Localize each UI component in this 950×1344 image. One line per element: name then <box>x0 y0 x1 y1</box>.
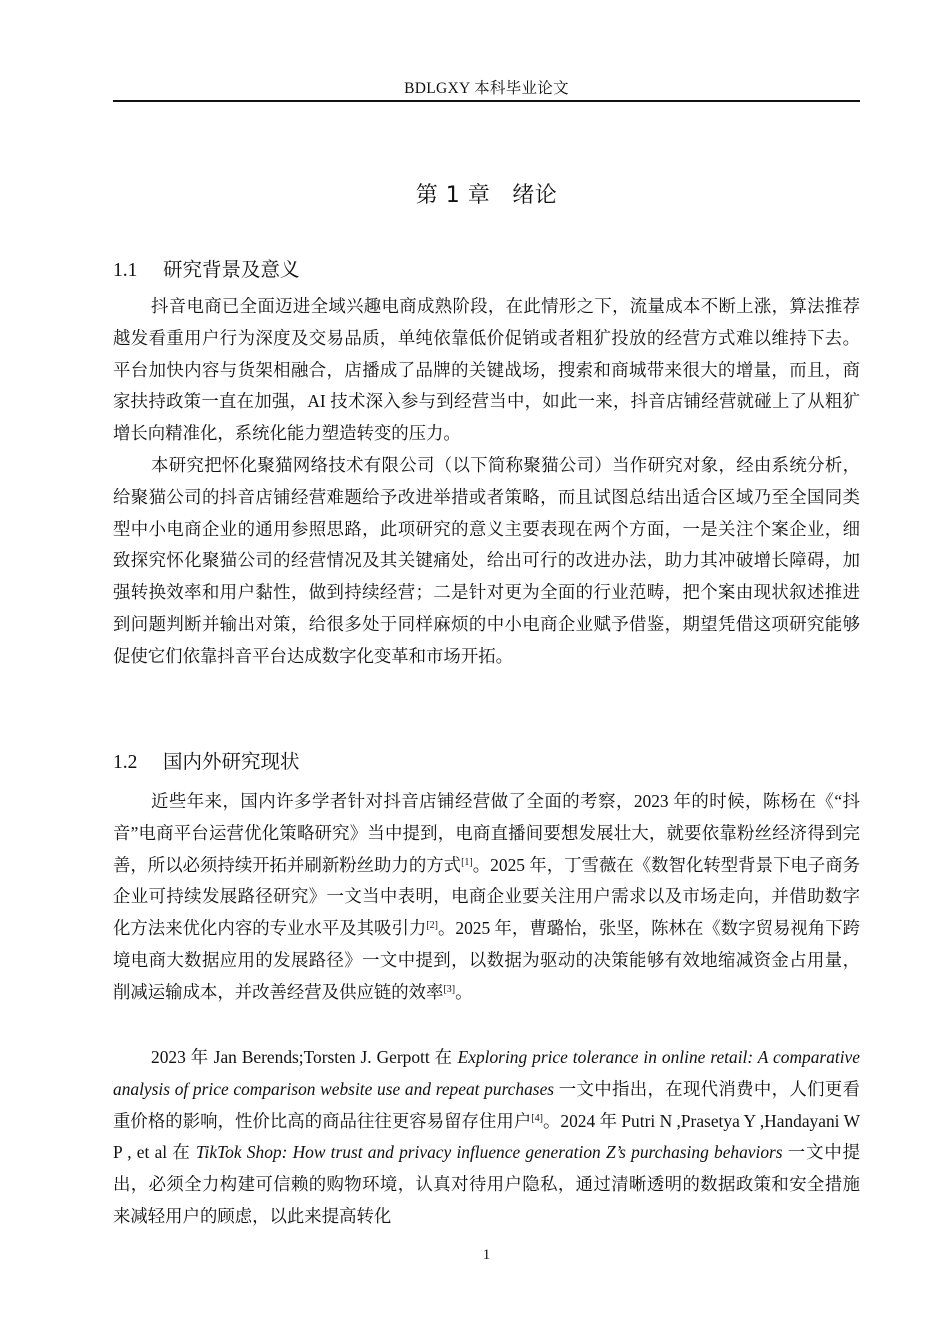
section-number: 1.1 <box>113 260 138 281</box>
section-number: 1.2 <box>113 752 138 773</box>
paragraph-significance: 本研究把怀化聚猫网络技术有限公司（以下简称聚猫公司）当作研究对象，经由系统分析，给聚猫公司的抖音店铺经营难题给予改进举措或者策略，而且试图总结出适合区域乃至全国同类型中小电商企业的通用参照思路，此项研究的意义主要表现在两个方面，一是关注个案企业，细致探究怀化聚猫公司的经营情况及其关键痛处，给出可行的改进办法，助力其冲破增长障碍，加强转换效率和用户黏性，做到持续经营；二是针对更为全面的行业范畴，把个案由现状叙述推进到问题判断并输出对策，给很多处于同样麻烦的中小电商企业赋予借鉴，期望凭借这项研究能够促使它们依靠抖音平台达成数字化变革和市场开拓。 <box>113 455 860 666</box>
paper-title: TikTok Shop: How trust and privacy influence generation Z’s purchasing behaviors <box>195 1142 783 1163</box>
citation-ref: [4] <box>531 1112 543 1124</box>
chapter-title <box>113 178 860 209</box>
section-heading-1-1 <box>113 254 300 282</box>
text-run: 2023 年 Jan Berends;Torsten J. Gerpott 在 <box>151 1047 458 1067</box>
text-run: 近些年来，国内许多学者针对抖音店铺经营做了全面的考察，2023 年的时候，陈杨在《“抖音”电商平台运营优化策略研究》当中提到，电商直播间要想发展壮大，就要依靠粉丝经济得到完善，所以必须持续开拓并刷新粉丝助力的方式 <box>113 791 860 875</box>
text-run: 。2024 年 Putri N ,Prasetya Y ,Handayani W P , et al 在 <box>113 1110 860 1163</box>
citation-ref: [3] <box>443 983 456 995</box>
citation-ref: [2] <box>426 920 438 932</box>
citation-ref: [1] <box>461 856 473 868</box>
chapter-name: 绪论 <box>512 183 558 208</box>
paragraph-background: 抖音电商已全面迈进全域兴趣电商成熟阶段，在此情形之下，流量成本不断上涨，算法推荐越发看重用户行为深度及交易品质，单纯依靠低价促销或者粗犷投放的经营方式难以维持下去。平台加快内容与货架相融合，店播成了品牌的关键战场，搜索和商城带来很大的增量，而且，商家扶持政策一直在加强，AI 技术深入参与到经营当中，如此一来，抖音店铺经营就碰上了从粗犷增长向精准化，系统化能力塑造转变的压力。 <box>113 296 860 444</box>
text-run: 。 <box>455 981 473 1002</box>
text-run: 一文中指出，在现代消费中，人们更看重价格的影响，性价比高的商品往往更容易留存住用户 <box>113 1078 860 1131</box>
chapter-number: 第 1 章 <box>415 183 491 208</box>
paper-title: Exploring price tolerance in online retail: A comparative analysis of price comparison website use and repeat purchases <box>113 1047 860 1099</box>
paragraph-domestic-research <box>113 786 860 1009</box>
paragraph-foreign-research <box>113 1042 860 1233</box>
section-heading-1-2 <box>113 746 300 774</box>
header-divider <box>113 100 860 102</box>
page-number: 1 <box>482 1247 491 1263</box>
section-title: 国内外研究现状 <box>163 750 300 773</box>
text-run: 。2025 年，曹璐怡，张坚，陈林在《数字贸易视角下跨境电商大数据应用的发展路径》一文中提到，以数据为驱动的决策能够有效地缩减资金占用量，削减运输成本，并改善经营及供应链的效率 <box>113 918 860 1002</box>
text-run: 一文中提出，必须全力构建可信赖的购物环境，认真对待用户隐私，通过清晰透明的数据政策和安全措施来减轻用户的顾虑，以此来提高转化 <box>113 1142 860 1226</box>
running-header: BDLGXY 本科毕业论文 <box>404 80 569 97</box>
section-title: 研究背景及意义 <box>163 258 300 281</box>
text-run: 。2025 年，丁雪薇在《数智化转型背景下电子商务企业可持续发展路径研究》一文当中表明，电商企业要关注用户需求以及市场走向，并借助数字化方法来优化内容的专业水平及其吸引力 <box>113 854 860 939</box>
